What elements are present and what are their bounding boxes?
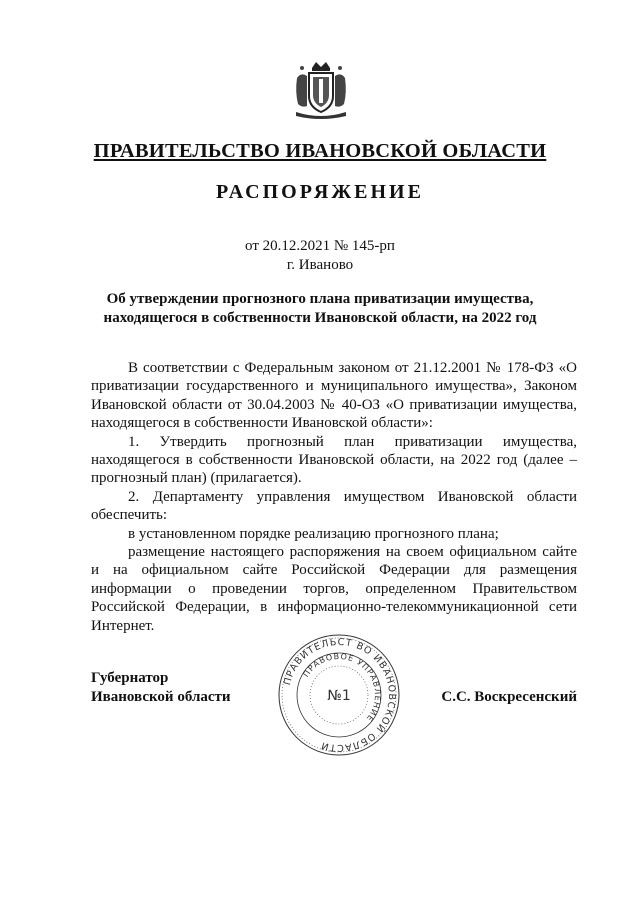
- body-paragraph-subitem-1: в установленном порядке реализацию прогнозного плана;: [128, 525, 499, 542]
- signatory-position-line-1: Губернатор: [91, 670, 169, 686]
- signatory-name: С.С. Воскресенский: [441, 689, 577, 705]
- subject-line-2: находящегося в собственности Ивановской области, на 2022 год: [103, 310, 537, 326]
- coat-of-arms-icon: [292, 60, 350, 120]
- stamp-number: №1: [327, 688, 351, 704]
- body-paragraph-item-2: 2. Департаменту управления имуществом Ивановской области обеспечить:: [91, 488, 577, 524]
- document-city: г. Иваново: [286, 257, 354, 273]
- government-title: ПРАВИТЕЛЬСТВО ИВАНОВСКОЙ ОБЛАСТИ: [93, 140, 547, 162]
- subject-line-1: Об утверждении прогнозного плана приватизации имущества,: [106, 291, 534, 307]
- document-body: [91, 359, 577, 635]
- official-stamp-icon: [276, 632, 402, 758]
- document-date-number: от 20.12.2021 № 145-рп: [245, 238, 395, 254]
- body-paragraph-preamble: В соответствии с Федеральным законом от 21.12.2001 № 178-ФЗ «О приватизации государственного и муниципального имущества», Законом Ивановской области от 30.04.2003 № 40-ОЗ «О приватизации имущества, находящегося в собственности Ивановской области»:: [91, 360, 577, 432]
- stamp-inner-text: ПРАВОВОЕ УПРАВЛЕНИЕ: [301, 651, 383, 724]
- body-paragraph-item-1: 1. Утвердить прогнозный план приватизации имущества, находящегося в собственности Ивановской области, на 2022 год (далее – прогнозный план) (прилагается).: [91, 433, 577, 487]
- document-type: РАСПОРЯЖЕНИЕ: [216, 181, 424, 203]
- body-paragraph-subitem-2: размещение настоящего распоряжения на своем официальном сайте и на официальном сайте Российской Федерации для размещения информации о проведении торгов, определенном Правительством Российской Федерации, в информационно-телекоммуникационной сети Интернет.: [91, 544, 577, 634]
- signatory-position-line-2: Ивановской области: [91, 689, 231, 705]
- signatory-position: [91, 669, 231, 707]
- stamp-prefix-text: ПРАВИТЕЛЬСТ: [282, 636, 354, 687]
- document-subject: [80, 290, 560, 328]
- stamp-outer-text: ВО ИВАНОВСКОЙ ОБЛАСТИ: [319, 640, 398, 754]
